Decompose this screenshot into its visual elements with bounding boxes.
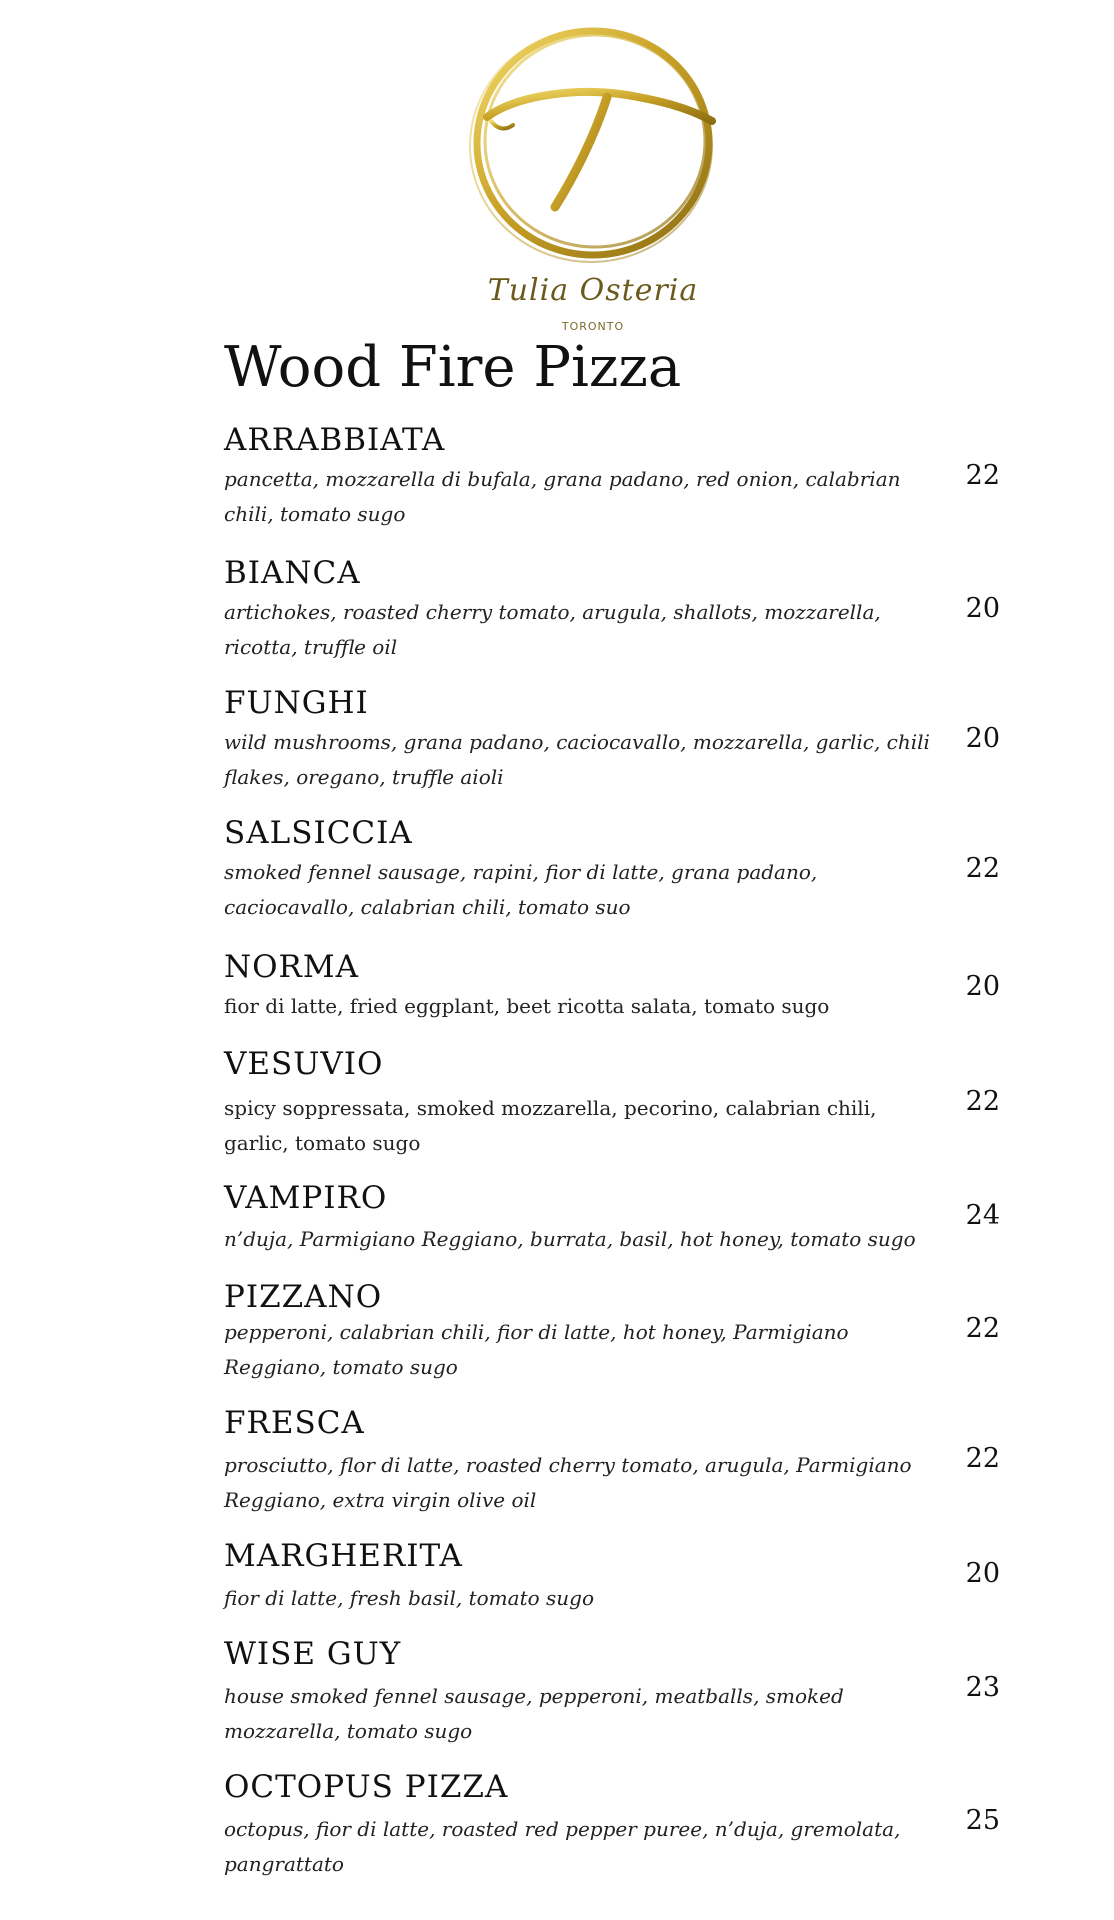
item-description: fior di latte, fresh basil, tomato sugo xyxy=(224,1586,594,1610)
item-price: 20 xyxy=(965,593,1000,624)
item-name: BIANCA xyxy=(224,555,361,591)
item-name: MARGHERITA xyxy=(224,1538,463,1574)
item-price: 22 xyxy=(965,460,1000,491)
item-name: VESUVIO xyxy=(224,1046,384,1082)
item-description: pancetta, mozzarella di bufala, grana padano, red onion, calabrian chili, tomato sugo xyxy=(224,467,901,526)
item-description: octopus, fior di latte, roasted red pepper puree, n’duja, gremolata, pangrattato xyxy=(224,1817,901,1876)
item-description: pepperoni, calabrian chili, fior di latte, hot honey, Parmigiano Reggiano, tomato sugo xyxy=(224,1320,849,1379)
item-name: ARRABBIATA xyxy=(224,422,446,458)
menu-item xyxy=(224,947,1016,1018)
item-description: artichokes, roasted cherry tomato, arugula, shallots, mozzarella, ricotta, truffle oil xyxy=(224,600,881,659)
menu-item xyxy=(224,1044,1016,1155)
item-price: 25 xyxy=(965,1805,1000,1836)
item-price: 22 xyxy=(965,1086,1000,1117)
menu-item xyxy=(224,1277,1016,1379)
item-name: PIZZANO xyxy=(224,1279,383,1315)
menu-item xyxy=(224,420,1016,526)
item-name: SALSICCIA xyxy=(224,815,413,851)
logo-emblem-icon xyxy=(457,25,729,297)
item-description: smoked fennel sausage, rapini, fior di latte, grana padano, caciocavallo, calabrian chili, tomato suo xyxy=(224,860,818,919)
item-name: WISE GUY xyxy=(224,1636,402,1672)
item-description: wild mushrooms, grana padano, caciocavallo, mozzarella, garlic, chili flakes, oregano, truffle aioli xyxy=(224,730,930,789)
menu-item xyxy=(224,683,1016,789)
menu-item xyxy=(224,553,1016,659)
item-name: FUNGHI xyxy=(224,685,369,721)
item-name: FRESCA xyxy=(224,1405,365,1441)
menu-item xyxy=(224,1767,1016,1876)
menu-item xyxy=(224,813,1016,919)
item-description: n’duja, Parmigiano Reggiano, burrata, basil, hot honey, tomato sugo xyxy=(224,1227,916,1251)
item-description: house smoked fennel sausage, pepperoni, meatballs, smoked mozzarella, tomato sugo xyxy=(224,1684,844,1743)
item-description: fior di latte, fried eggplant, beet ricotta salata, tomato sugo xyxy=(224,994,830,1018)
item-name: NORMA xyxy=(224,949,360,985)
item-name: VAMPIRO xyxy=(224,1180,388,1216)
menu-item xyxy=(224,1178,1016,1251)
item-price: 20 xyxy=(965,971,1000,1002)
menu-item xyxy=(224,1536,1016,1610)
menu-item xyxy=(224,1634,1016,1743)
item-price: 24 xyxy=(965,1200,1000,1231)
section-title: Wood Fire Pizza xyxy=(224,335,682,400)
item-price: 22 xyxy=(965,1313,1000,1344)
logo-wordmark: Tulia Osteria xyxy=(487,273,699,308)
item-description: spicy soppressata, smoked mozzarella, pecorino, calabrian chili, garlic, tomato sugo xyxy=(224,1096,877,1155)
menu-item xyxy=(224,1403,1016,1512)
item-name: OCTOPUS PIZZA xyxy=(224,1769,509,1805)
item-price: 20 xyxy=(965,1558,1000,1589)
restaurant-logo xyxy=(457,25,729,337)
item-price: 23 xyxy=(965,1672,1000,1703)
item-description: prosciutto, flor di latte, roasted cherry tomato, arugula, Parmigiano Reggiano, extra virgin olive oil xyxy=(224,1453,912,1512)
item-price: 20 xyxy=(965,723,1000,754)
item-price: 22 xyxy=(965,1443,1000,1474)
item-price: 22 xyxy=(965,853,1000,884)
logo-city: TORONTO xyxy=(561,320,625,333)
